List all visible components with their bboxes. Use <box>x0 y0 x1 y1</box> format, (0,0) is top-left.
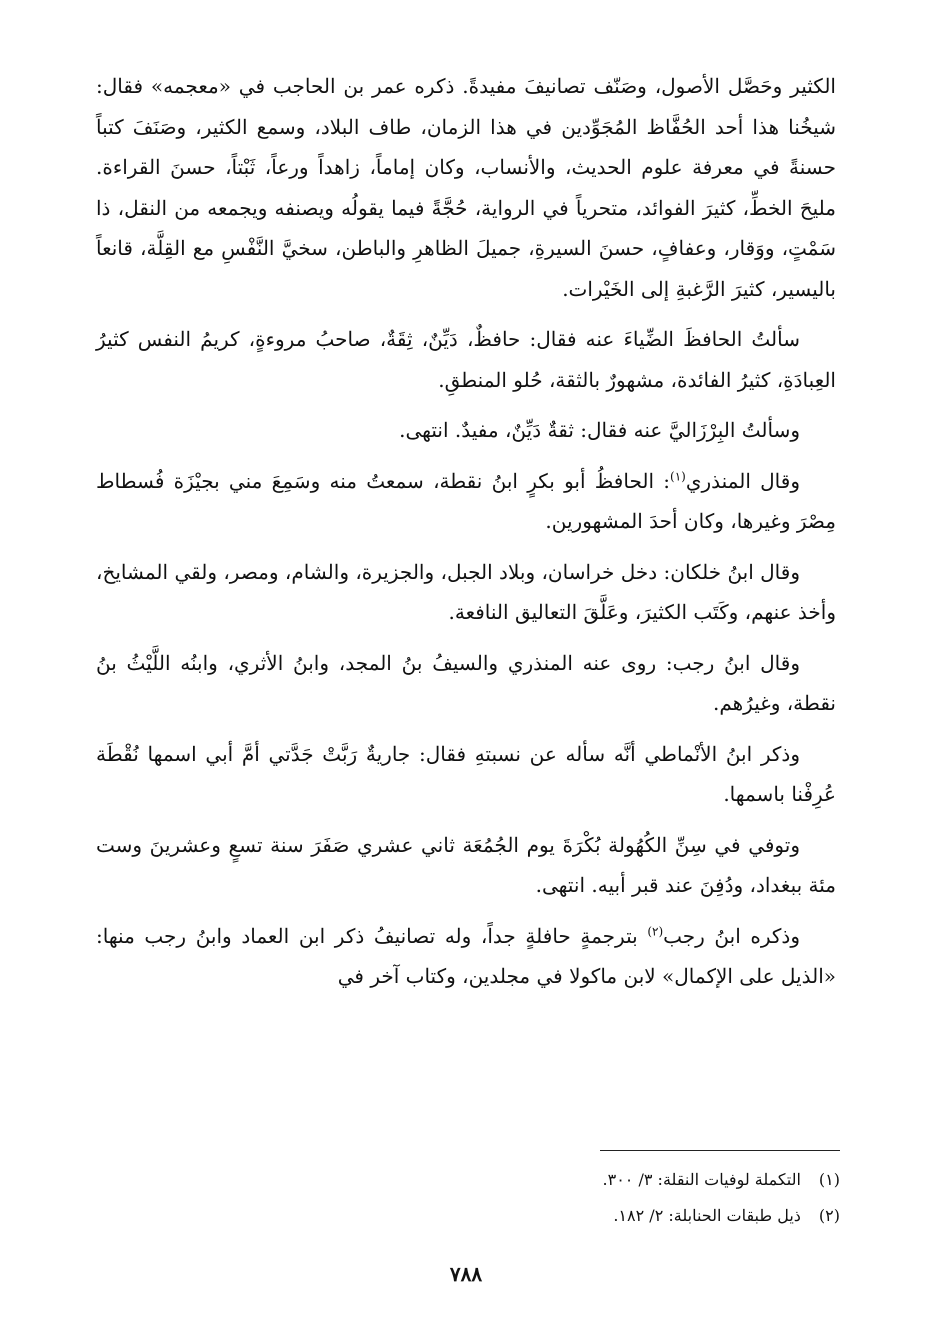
footnote-divider <box>600 1150 840 1151</box>
paragraph-6: وقال ابنُ رجب: روى عنه المنذري والسيفُ بنُ المجد، وابنُ الأثري، وابنُه اللَّيْثُ بنُ نقطة، وغيرُهم. <box>96 650 836 715</box>
paragraph-8: وتوفي في سِنِّ الكُهُولة بُكْرَةَ يوم الجُمُعَة ثاني عشري صَفَرَ سنة تسعٍ وعشرينَ وست مئة ببغداد، ودُفِنَ عند قبر أبيه. انتهى. <box>96 832 836 897</box>
page-number: ٧٨٨ <box>449 1262 483 1286</box>
paragraph-4-lead: وقال المنذري <box>685 468 800 493</box>
footnote-2-text: ذيل طبقات الحنابلة: ٢/ ١٨٢. <box>613 1206 801 1225</box>
footnote-1-text: التكملة لوفيات النقلة: ٣/ ٣٠٠. <box>602 1170 801 1189</box>
footnote-1-number: (١) <box>818 1170 840 1189</box>
paragraph-9-lead: وذكره ابنُ رجب <box>663 923 800 948</box>
paragraph-9-rest: بترجمةٍ حافلةٍ جداً، وله تصانيفُ ذكر ابن العماد وابنُ رجب منها: «الذيل على الإكمال» لابن ماكولا في مجلدين، وكتاب آخر في <box>96 923 836 988</box>
footnote-2-number: (٢) <box>818 1206 840 1225</box>
paragraph-1: الكثير وحَصَّل الأصول، وصَنّف تصانيفَ مفيدةً. ذكره عمر بن الحاجب في «معجمه» فقال: شيخُنا هذا أحد الحُفَّاظ المُجَوِّدين في هذا الزمان، طاف البلاد، وسمع الكثير، وصَنَفَ كتباً حسنةً في معرفة علوم الحديث، والأنساب، وكان إماماً، زاهداً ورعاً، ثَبْتاً، حسنَ القراءة. مليحَ الخطِّ، كثيرَ الفوائد، متحرياً في الرواية، حُجَّةً فيما يقولُه ويصنفه ويجمعه من النقل، ذا سَمْتٍ، ووَقار، وعفافٍ، حسنَ السيرةِ، جميلَ الظاهرِ والباطن، سخيَّ النَّفْسِ مع القِلَّة، قانعاً باليسير، كثيرَ الرَّغبةِ إلى الخَيْرات. <box>96 74 836 301</box>
footnote-1 <box>280 1162 840 1198</box>
paragraph-5: وقال ابنُ خلكان: دخل خراسان، وبلاد الجبل، والجزيرة، والشام، ومصر، ولقي المشايخ، وأخذ عنهم، وكَتَب الكثيرَ، وعَلَّقَ التعاليق النافعة. <box>96 559 836 624</box>
paragraph-4-rest: : الحافظُ أبو بكرٍ ابنُ نقطة، سمعتُ منه وسَمِعَ مني بجيْزَة فُسطاط مِصْرَ وغيرها، وكان أحدَ المشهورين. <box>96 468 836 533</box>
paragraph-9 <box>96 916 836 997</box>
main-text <box>96 66 836 997</box>
footnote-2 <box>280 1198 840 1234</box>
footnote-ref-2: (٢) <box>647 923 664 938</box>
paragraph-7: وذكر ابنُ الأنْماطي أنَّه سأله عن نسبتهِ فقال: جاريةٌ رَبَّتْ جَدَّتي أمَّ أبي اسمها نُقْطَة عُرِفْنا باسمها. <box>96 741 836 806</box>
paragraph-3: وسألتُ البِرْزَاليَّ عنه فقال: ثقةٌ دَيِّنٌ، مفيدٌ. انتهى. <box>399 418 800 442</box>
paragraph-4 <box>96 461 836 542</box>
paragraph-2: سألتُ الحافظَ الضِّياءَ عنه فقال: حافظٌ، دَيِّنٌ، ثِقَةٌ، صاحبُ مروءةٍ، كريمُ النفس كثيرُ العِبادَةِ، كثيرُ الفائدة، مشهورٌ بالثقة، حُلو المنطقِ. <box>96 327 836 392</box>
footnotes <box>280 1162 840 1234</box>
footnote-ref-1: (١) <box>670 468 686 483</box>
